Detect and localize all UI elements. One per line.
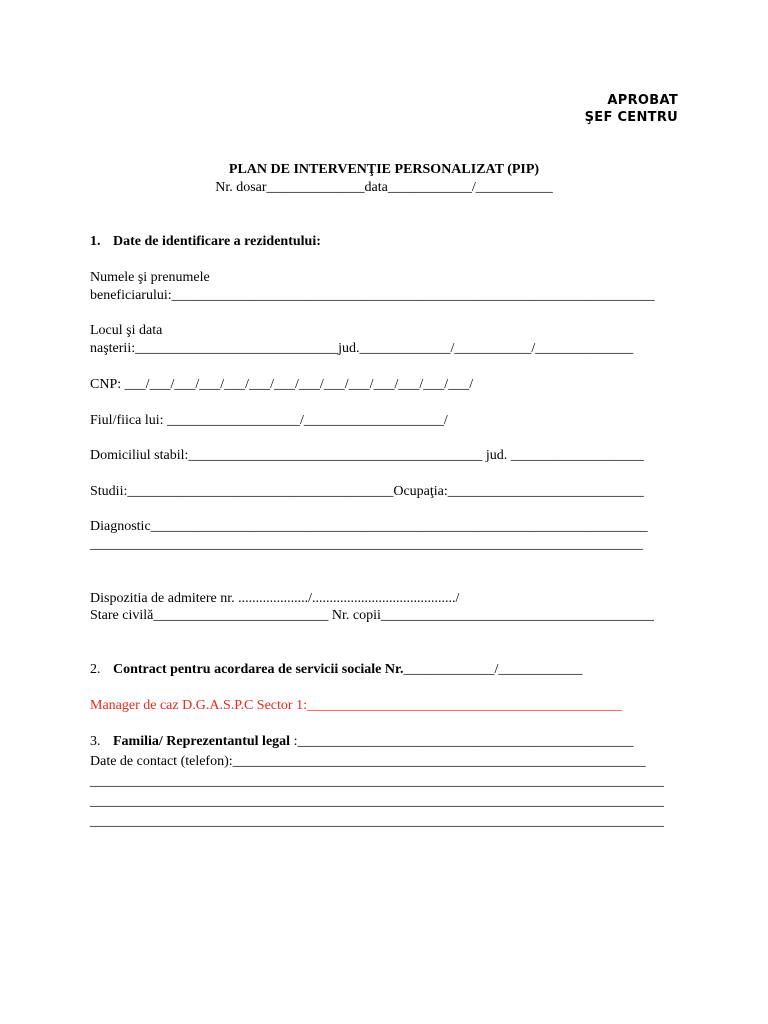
diagnostic-continuation-line: _______________________________________________________________________________ bbox=[90, 537, 643, 552]
section-1-number: 1. bbox=[90, 234, 101, 249]
contact-extra-line-3: __________________________________________________________________________________ bbox=[90, 814, 664, 829]
legal-representative-field: :________________________________________________ bbox=[290, 734, 634, 749]
approval-label: APROBAT bbox=[607, 93, 678, 108]
section-2-heading bbox=[90, 661, 582, 679]
name-label: Numele şi prenumele bbox=[90, 270, 210, 285]
contact-extra-line-1: __________________________________________________________________________________ bbox=[90, 774, 664, 789]
birth-label: Locul şi data bbox=[90, 323, 163, 338]
beneficiary-name-field: beneficiarului:_____________________________________________________________________ bbox=[90, 288, 655, 303]
domicile-field: Domiciliul stabil:__________________________________________ jud. ___________________ bbox=[90, 448, 644, 463]
document-header bbox=[0, 161, 768, 197]
diagnostic-field: Diagnostic_______________________________________________________________________ bbox=[90, 519, 648, 534]
section-2-title: Contract pentru acordarea de servicii sociale Nr. bbox=[113, 662, 404, 677]
birth-place-date-field: naşterii:_____________________________jud._____________/___________/______________ bbox=[90, 341, 634, 356]
contact-phone-field: Date de contact (telefon):___________________________________________________________ bbox=[90, 754, 646, 769]
section-1-title: Date de identificare a rezidentului: bbox=[113, 234, 321, 249]
approval-block bbox=[585, 92, 678, 126]
cnp-field: CNP: ___/___/___/___/___/___/___/___/___/___/___/___/___/___/ bbox=[90, 377, 474, 392]
contract-number-field: _____________/____________ bbox=[403, 662, 583, 677]
section-3-title: Familia/ Reprezentantul legal bbox=[113, 734, 291, 749]
contact-extra-line-2: __________________________________________________________________________________ bbox=[90, 794, 664, 809]
approval-signatory: ŞEF CENTRU bbox=[584, 110, 678, 125]
studies-occupation-field: Studii:______________________________________Ocupaţia:____________________________ bbox=[90, 484, 644, 499]
parents-field: Fiul/fiica lui: ___________________/____________________/ bbox=[90, 413, 448, 428]
document-title: PLAN DE INTERVENŢIE PERSONALIZAT (PIP) bbox=[228, 162, 540, 177]
case-manager-field: Manager de caz D.G.A.S.P.C Sector 1:_____________________________________________ bbox=[90, 698, 622, 713]
civil-status-children-field: Stare civilă_________________________ Nr. copii_______________________________________ bbox=[90, 608, 654, 623]
section-3-heading bbox=[90, 733, 633, 751]
section-3-number: 3. bbox=[90, 734, 101, 749]
dossier-line: Nr. dosar______________data____________/___________ bbox=[215, 180, 553, 195]
admission-disposition-field: Dispozitia de admitere nr. ..................../........................................./ bbox=[90, 591, 460, 606]
section-1-heading bbox=[90, 233, 321, 251]
section-2-number: 2. bbox=[90, 662, 101, 677]
